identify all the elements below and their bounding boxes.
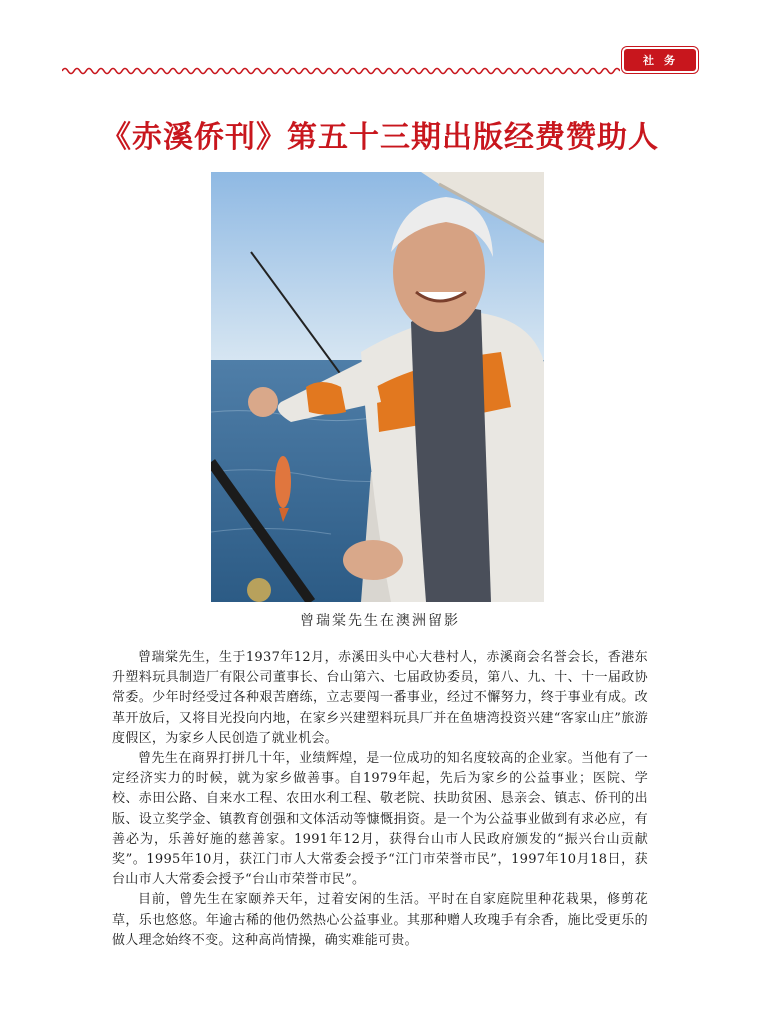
- section-tag: 社务: [624, 49, 696, 71]
- page-title: 《赤溪侨刊》第五十三期出版经费赞助人: [101, 120, 659, 155]
- article-paragraph: 曾瑞棠先生，生于1937年12月，赤溪田头中心大巷村人，赤溪商会名誉会长，香港东升塑料玩具制造厂有限公司董事长、台山第六、七届政协委员，第八、九、十、十一届政协常委。少年时经受过各种艰苦磨练，立志要闯一番事业，经过不懈努力，终于事业有成。改革开放后，又将目光投向内地，在家乡兴建塑料玩具厂并在鱼塘湾投资兴建“客家山庄”旅游度假区，为家乡人民创造了就业机会。: [112, 650, 648, 746]
- photo-caption: 曾瑞棠先生在澳洲留影: [300, 613, 460, 629]
- header-wave-rule: [62, 64, 620, 76]
- portrait-photo: [211, 172, 544, 602]
- article-paragraph: 目前，曾先生在家颐养天年，过着安闲的生活。平时在自家庭院里种花栽果，修剪花草，乐也悠悠。年逾古稀的他仍然热心公益事业。其那种赠人玫瑰手有余香，施比受更乐的做人理念始终不变。这种高尚情操，确实难能可贵。: [112, 892, 648, 948]
- article-body: [112, 648, 648, 951]
- article-paragraph: 曾先生在商界打拼几十年，业绩辉煌，是一位成功的知名度较高的企业家。当他有了一定经济实力的时候，就为家乡做善事。自1979年起，先后为家乡的公益事业；医院、学校、赤田公路、自来水工程、农田水利工程、敬老院、扶助贫困、恳亲会、镇志、侨刊的出版、设立奖学金、镇教育创强和文体活动等慷慨捐资。是一个为公益事业做到有求必应，有善必为，乐善好施的慈善家。1991年12月，获得台山市人民政府颁发的“振兴台山贡献奖”。1995年10月，获江门市人大常委会授予“江门市荣誉市民”，1997年10月18日，获台山市人大常委会授予“台山市荣誉市民”。: [112, 751, 648, 888]
